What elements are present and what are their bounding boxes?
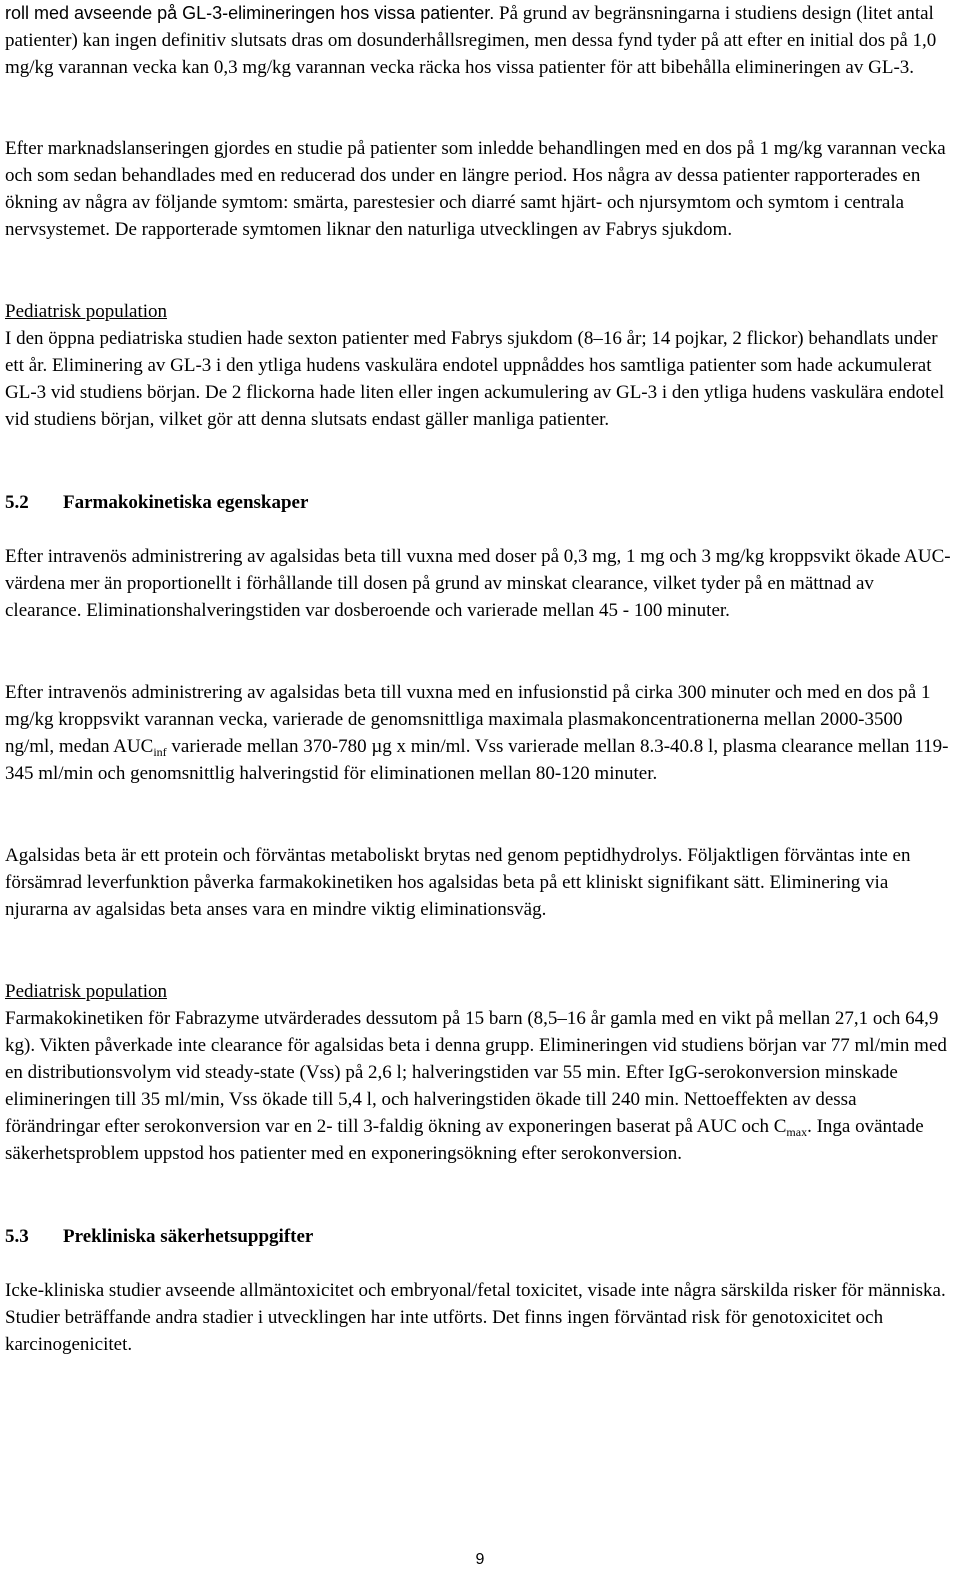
paragraph-pk-infusion: [5, 679, 955, 787]
subheading-pediatric-population: Pediatrisk population: [5, 981, 168, 1002]
paragraph-pediatric-pk: [5, 1005, 955, 1167]
paragraph-gl3-elimination: [5, 0, 955, 81]
section-number: 5.3: [5, 1226, 29, 1247]
page-number: 9: [475, 1551, 485, 1568]
paragraph-intro-sans-text: roll med avseende på GL-3-elimineringen hos vissa patienter.: [5, 3, 495, 23]
subheading-pediatric-population: Pediatrisk population: [5, 301, 168, 322]
paragraph-rest-text: På grund av begränsningarna i studiens design (litet antal patienter) kan ingen definitiv slutsats dras om dosunderhållsregimen, men dessa fynd tyder på att efter en initial dos på 1,0 mg/kg varannan vecka kan 0,3 mg/kg varannan vecka räcka hos vissa patienter för att bibehålla elimineringen av GL-3.: [5, 3, 937, 78]
paragraph-preclinical: Icke-kliniska studier avseende allmäntoxicitet och embryonal/fetal toxicitet, visade inte några särskilda risker för människa. Studier beträffande andra stadier i utvecklingen har inte utförts. Det finns ingen förväntad risk för genotoxicitet och karcinogenicitet.: [5, 1280, 946, 1355]
cmax-subscript: max: [786, 1125, 808, 1139]
section-pediatric-population-2: [5, 978, 955, 1167]
section-number: 5.2: [5, 492, 29, 513]
section-heading-5-2: [5, 489, 955, 516]
pk-infusion-text-a: Efter intravenös administrering av agalsidas beta till vuxna med en infusionstid på cirka 300 minuter och med en dos på 1 mg/kg kroppsvikt varannan vecka, varierade de genomsnittliga maximala plasmakoncentrationerna mellan 2000-3500 ng/ml, medan AUC: [5, 682, 931, 757]
pediatric-pk-text-b: . Inga oväntade säkerhetsproblem uppstod hos patienter med en exponeringsökning efter serokonversion.: [5, 1116, 924, 1164]
auc-subscript: inf: [153, 745, 167, 759]
paragraph-pk-metabolism: Agalsidas beta är ett protein och förväntas metaboliskt brytas ned genom peptidhydrolys. Följaktligen förväntas inte en försämrad leverfunktion påverka farmakokinetiken hos agalsidas beta på ett kliniskt signifikant sätt. Eliminering via njurarna av agalsidas beta anses vara en mindre viktig eliminationsväg.: [5, 845, 911, 920]
section-title: Farmakokinetiska egenskaper: [63, 492, 309, 513]
section-pediatric-population-1: [5, 298, 955, 433]
paragraph-pediatric-study: I den öppna pediatriska studien hade sexton patienter med Fabrys sjukdom (8–16 år; 14 pojkar, 2 flickor) behandlats under ett år. Eliminering av GL-3 i den ytliga hudens vaskulära endotel uppnåddes hos samtliga patienter som hade ackumulerat GL-3 vid studiens början. De 2 flickorna hade liten eller ingen ackumulering av GL-3 i den ytliga hudens vaskulära endotel vid studiens början, vilket gör att denna slutsats endast gäller manliga patienter.: [5, 328, 945, 430]
paragraph-pk-auc: Efter intravenös administrering av agalsidas beta till vuxna med doser på 0,3 mg, 1 mg och 3 mg/kg kroppsvikt ökade AUC-värdena mer än proportionellt i förhållande till dosen på grund av minskat clearance, vilket tyder på en mättnad av clearance. Eliminationshalveringstiden var dosberoende och varierade mellan 45 - 100 minuter.: [5, 546, 951, 621]
section-title: Prekliniska säkerhetsuppgifter: [63, 1226, 314, 1247]
section-heading-5-3: [5, 1223, 955, 1250]
paragraph-postmarketing-study: Efter marknadslanseringen gjordes en studie på patienter som inledde behandlingen med en dos på 1 mg/kg varannan vecka och som sedan behandlades med en reducerad dos under en längre period. Hos några av dessa patienter rapporterades en ökning av några av följande symtom: smärta, parestesier och diarré samt hjärt- och njursymtom och symtom i centrala nervsystemet. De rapporterade symtomen liknar den naturliga utvecklingen av Fabrys sjukdom.: [5, 138, 946, 240]
pediatric-pk-text-a: Farmakokinetiken för Fabrazyme utvärderades dessutom på 15 barn (8,5–16 år gamla med en vikt på mellan 27,1 och 64,9 kg). Vikten påverkade inte clearance för agalsidas beta i denna grupp. Elimineringen vid studiens början var 77 ml/min med en distributionsvolym vid steady-state (Vss) på 2,6 l; halveringstiden var 55 min. Efter IgG-serokonversion minskade elimineringen till 35 ml/min, Vss ökade till 5,4 l, och halveringstiden ökade till 240 min. Nettoeffekten av dessa förändringar efter serokonversion var en 2- till 3-faldig ökning av exponeringen baserat på AUC och C: [5, 1008, 947, 1137]
pk-infusion-text-b: varierade mellan 370-780 µg x min/ml. Vss varierade mellan 8.3-40.8 l, plasma clearance mellan 119-345 ml/min och genomsnittlig halveringstid för eliminationen mellan 80-120 minuter.: [5, 736, 949, 784]
